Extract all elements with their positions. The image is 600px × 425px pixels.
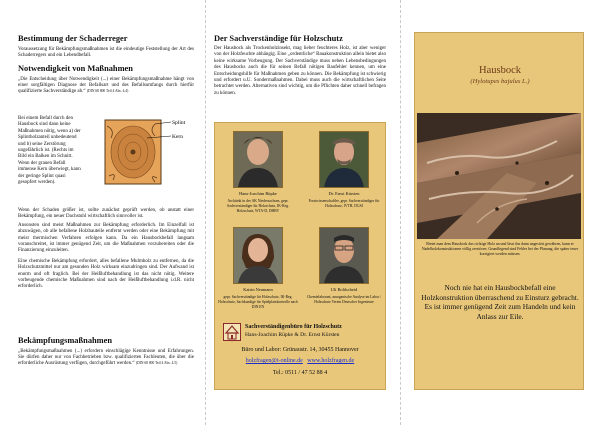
person-role: gepr. Sachverständige für Holzschutz, IK-Reg. Holzschutz, Sachkundige für Spielplatzkontrolle nach DIN EN xyxy=(218,295,298,309)
photo-caption: Bietet man dem Hausbock das richtige Holz an und lässt ihn dann ungestört gewähren, kann er Nadelholzkonstruktionen völlig zerstören. Grundlegend sind Fehler bei der Planung, die später teuer korrigiert werden müssen. xyxy=(421,242,579,257)
portrait-photo xyxy=(233,227,283,284)
person-name: Katrin Neumann xyxy=(243,287,273,292)
text-bestimmung: Voraussetzung für Bekämpfungsmaßnahmen ist die eindeutige Feststellung der Art des Schaderregers und ein Lebendbefall. xyxy=(18,46,194,59)
contact-links xyxy=(215,358,385,364)
diagram-label-splint: Splint xyxy=(172,120,186,126)
left-panel xyxy=(18,0,194,425)
person-role: Forstwissenschaftler, gepr. Sachverständiger für Holzschutz, IVTH, DGSI xyxy=(308,199,380,208)
cover-subtitle: (Hylotupes bajulus L.) xyxy=(470,78,530,85)
text-befall-wrap: Bei einem Befall durch den Hausbock sind dann keine Maßnahmen nötig, wenn a) der Splintholzanteil unbedeutend und b) seine Zerstörung ungefährlich ist. (Rechts im Bild ein Balken im Schnitt. Wenn der grauen Befall immense Kern überwiegt, kann der geringe Splint quasi gesopfert werden). xyxy=(18,116,81,185)
email-link[interactable]: holzfragen@t-online.de xyxy=(245,358,303,364)
office-address: Büro und Labor: Grünaustr. 14, 30455 Hannover xyxy=(241,347,359,353)
beam-cross-section-diagram xyxy=(85,116,191,191)
cover-message: Noch nie hat ein Hausbockbefall eine Holzkonstruktion überraschend zu Einsturz gebracht. Es ist immer genügend Zeit zum Handeln und kein Anlass zur Eile. xyxy=(421,283,579,321)
cover-title: Hausbock xyxy=(479,65,521,76)
text-ansonsten: Ansonsten sind meist Maßnahmen zur Bekämpfung erforderlich. Im Einzelfall ist abzuwägen, ob alle befallene Holzbauteile entfernt werden oder eine Bekämpfung mit meist thermischen Verfahren erfolgen kann. Da ein Hausbockbefall langsam voranschreitet, ist immer genügend Zeit, um die Maßnahmen vorzubereiten oder die Finanzierung einzuleiten. xyxy=(18,222,194,254)
person-role: Chemielaborant, anorganische Analyse im Labor / Holzschutz Verein Deutscher Ingenieure xyxy=(306,295,382,304)
expert-panel xyxy=(214,122,386,390)
text-sachverstaendige-intro: Der Hausbock als Trockenholzinsekt, mag lieber feuchteres Holz, ist aber weniger von der Holzfeuchte abhängig. Eine „ordentliche“ Bauakonstruktion allein bietet also keine wirksame Vorbeugung. Der Sachverständige muss neben Lebensbedingungen des Hausbocks auch die für seinen Befall nötigen Baufehler kennen, um eine Entscheidungshilfe für Maßnahmen geben zu können. Die Bekämpfung ist schwierig und erfordert u.U. Sondermaßnahmen. Dabei muss auch die wirtschaftlichen Seite betrachtet werden. Alternativen sind wichtig, um die Pflichten daher schnell befragen zu können. xyxy=(214,46,386,96)
heading-bestimmung: Bestimmung der Schaderreger xyxy=(18,34,128,43)
cover-panel xyxy=(414,32,584,390)
portrait-photo xyxy=(319,131,369,188)
middle-panel xyxy=(214,0,386,425)
diagram-label-kern: Kern xyxy=(172,134,183,140)
portrait-photo xyxy=(233,131,283,188)
fold-line xyxy=(400,0,401,425)
person-name: Dr. Ernst Kürsten xyxy=(328,191,360,196)
website-link[interactable]: www.holzfragen.de xyxy=(307,358,355,364)
heading-bekaempfung: Bekämpfungsmaßnahmen xyxy=(18,336,113,345)
person-card xyxy=(218,131,298,213)
heading-notwendigkeit: Notwendigkeit von Maßnahmen xyxy=(18,64,133,73)
person-role: Architekt in der AK Niedersachsen, gepr. Sachverständiger für Holzschutz, IK-Reg. Holzschutz, WTA-D, DHBV xyxy=(227,199,289,213)
beetle-damage-photo xyxy=(417,113,581,239)
office-name: Sachverständigenbüro für Holzschutz xyxy=(245,324,342,330)
text-bekaempfung: „Bekämpfungsmaßnahmen (...) erfordern einschlägige Kenntnisse und Erfahrungen. Sie dürfen daher nur von Fachbetrieben bzw. qualifizierten Fachleuten, die über die erforderliche Ausrüstung verfügen, durchgeführt werden.“ (DIN 68 800 Teil 4 Abs. 4.5) xyxy=(18,348,194,367)
person-card xyxy=(304,227,384,305)
portrait-photo xyxy=(319,227,369,284)
text-chemisch: Eine chemische Bekämpfung erfordert, alles befallene Mulmholz zu entfernen, da die Holzschutzmittel nur am gesunden Holz wirksam einzudringen sind. Der Aufwand ist enorm und oft fraglich. Bei der Heißluftbehandlung ist das nicht nötig. Weitere vorbeugende chemische Maßnahmen sind nach der Heißluftbehandlung i.d.R. nicht erforderlich. xyxy=(18,258,194,290)
person-card xyxy=(304,131,384,209)
heading-sachverstaendige: Der Sachverständige für Holzschutz xyxy=(214,34,343,43)
person-card xyxy=(218,227,298,309)
fold-line xyxy=(205,0,206,425)
person-name: Uli Bohlscheid xyxy=(330,287,358,292)
person-name: Hans-Joachim Rüpke xyxy=(239,191,277,196)
office-people: Hans-Joachim Rüpke & Dr. Ernst Kürsten xyxy=(245,332,340,338)
text-quote-notwendigkeit: „Die Entscheidung über Notwendigkeit (...) einer Bekämpfungsmaßnahme hängt von einer sorgfältigen Diagnose der Befallsart und des Befallsumfangs durch hierfür qualifizierte Sachverständige ab.“ (DIN 68 800 Teil 4 Abs. 4.4) xyxy=(18,76,194,95)
text-wenn-schaden: Wenn der Schaden größer ist, sollte zunächst geprüft werden, ob anstatt einer Bekämpfung, ein neuer Dachstuhl wirtschaftlich sinnvoller ist. xyxy=(18,208,194,220)
office-logo xyxy=(223,323,241,341)
office-phone: Tel.: 0511 / 47 52 88 4 xyxy=(272,370,328,376)
right-panel xyxy=(414,0,584,425)
